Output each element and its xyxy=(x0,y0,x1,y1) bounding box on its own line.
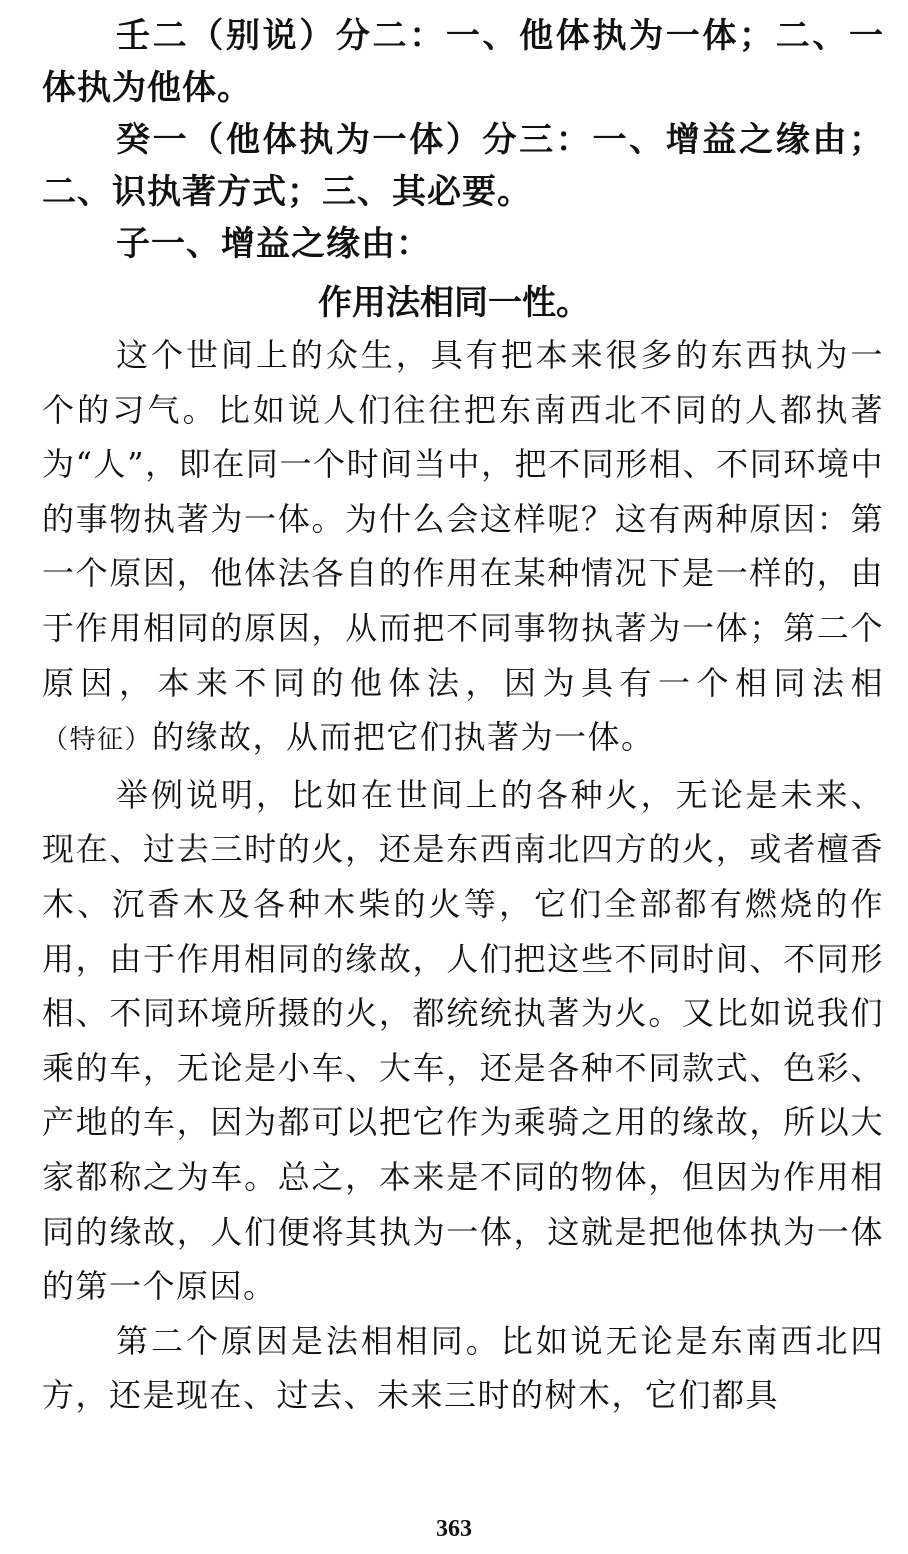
paragraph-1 xyxy=(42,328,884,768)
heading-gui-yi: 癸一（他体执为一体）分三：一、增益之缘由；二、识执著方式；三、其必要。 xyxy=(42,120,884,212)
paragraph-1-text-a: 这个世间上的众生，具有把本来很多的东西执为一个的习气。比如说人们往往把东南西北不同的人都执著为“人”，即在同一个时间当中，把不同形相、不同环境中的事物执著为一体。为什么会这样呢？这有两种原因：第一个原因，他体法各自的作用在某种情况下是一样的，由于作用相同的原因，从而把不同事物执著为一体；第二个原因，本来不同的他体法，因为具有一个相同法相 xyxy=(42,336,884,702)
body-text xyxy=(42,328,884,1423)
paragraph-1-note: （特征） xyxy=(42,725,153,756)
page-number: 363 xyxy=(436,1516,472,1542)
heading-zi-yi: 子一、增益之缘由： xyxy=(116,224,431,264)
heading-ren-er: 壬二（别说）分二：一、他体执为一体；二、一体执为他体。 xyxy=(42,16,884,108)
paragraph-2: 举例说明，比如在世间上的各种火，无论是未来、现在、过去三时的火，还是东西南北四方的火，或者檀香木、沉香木及各种木柴的火等，它们全部都有燃烧的作用，由于作用相同的缘故，人们把这些不同时间、不同形相、不同环境所摄的火，都统统执著为火。又比如说我们乘的车，无论是小车、大车，还是各种不同款式、色彩、产地的车，因为都可以把它作为乘骑之用的缘故，所以大家都称之为车。总之，本来是不同的物体，但因为作用相同的缘故，人们便将其执为一体，这就是把他体执为一体的第一个原因。 xyxy=(42,775,884,1306)
heading-section xyxy=(42,10,884,270)
paragraph-1-text-b: 的缘故，从而把它们执著为一体。 xyxy=(152,718,655,757)
paragraph-3: 第二个原因是法相相同。比如说无论是东南西北四方，还是现在、过去、未来三时的树木，它们都具 xyxy=(42,1321,884,1415)
root-verse: 作用法相同一性。 xyxy=(318,283,590,323)
